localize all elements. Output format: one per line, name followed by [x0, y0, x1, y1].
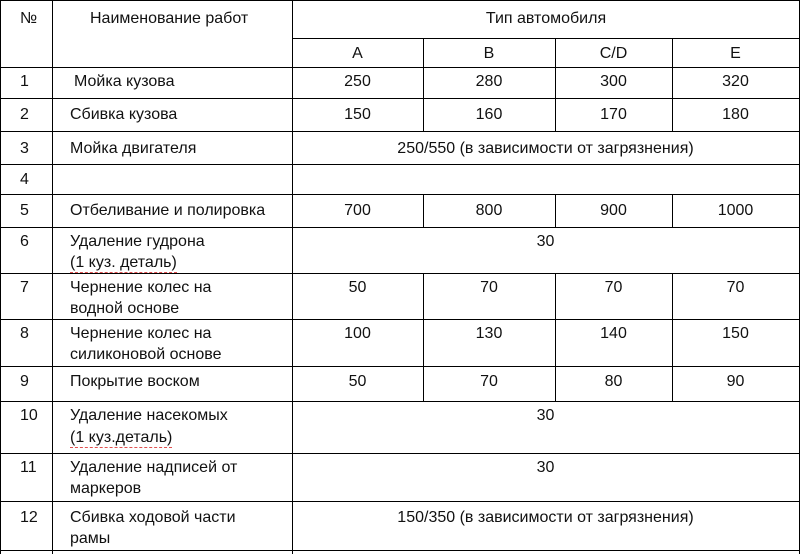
row-num: 8 [20, 325, 29, 342]
row-name-line: Удаление насекомых [70, 407, 228, 424]
value-cell: 170 [600, 106, 627, 123]
value-cell: 130 [475, 325, 503, 342]
row-num: 6 [20, 233, 29, 250]
row-num: 5 [20, 202, 29, 219]
row-name-line: рамы [70, 530, 111, 547]
grid-line [0, 273, 800, 274]
row-num: 10 [20, 407, 38, 424]
value-cell: 900 [600, 202, 627, 219]
row-name: Сбивка кузова [70, 106, 178, 123]
row-name-line [70, 427, 172, 448]
value-cell: 70 [480, 279, 498, 296]
value-cell: 80 [604, 373, 623, 390]
grid-line [52, 0, 53, 554]
grid-line [0, 164, 800, 165]
row-name-line: Сбивка ходовой части [70, 509, 236, 526]
row-name-line-text: (1 куз.деталь) [70, 429, 173, 446]
row-name-line: силиконовой основе [70, 346, 222, 363]
value-cell: 150 [344, 106, 371, 123]
value-cell: 150 [722, 325, 749, 342]
row-num: 1 [20, 73, 29, 90]
row-name-line: маркеров [70, 480, 142, 497]
row-name-line: Чернение колес на [70, 325, 212, 342]
row-name-line: Чернение колес на [70, 279, 212, 296]
value-cell: 800 [475, 202, 503, 219]
row-name-line [70, 252, 177, 273]
row-name: Мойка кузова [74, 73, 175, 90]
value-cell: 100 [344, 325, 371, 342]
merged-value: 30 [536, 459, 555, 476]
grid-line [0, 131, 800, 132]
value-cell: 250 [344, 73, 371, 90]
class-cd: C/D [599, 45, 628, 62]
value-cell: 50 [348, 279, 367, 296]
row-name-line: Удаление надписей от [70, 459, 238, 476]
row-num: 11 [20, 459, 37, 476]
value-cell: 140 [600, 325, 627, 342]
grid-line [0, 550, 800, 551]
row-name-line-text: (1 куз. деталь) [70, 254, 177, 271]
value-cell: 160 [475, 106, 503, 123]
row-num: 2 [20, 106, 29, 123]
row-num: 7 [20, 279, 29, 296]
grid-line [0, 501, 800, 502]
grid-line [0, 0, 1, 554]
value-cell: 300 [600, 73, 627, 90]
row-num: 12 [20, 509, 38, 526]
grid-line [0, 319, 800, 320]
grid-line [0, 401, 800, 402]
grid-line [0, 453, 800, 454]
grid-line [0, 0, 800, 1]
merged-value: 30 [536, 233, 555, 250]
row-name-line: Удаление гудрона [70, 233, 205, 250]
value-cell: 70 [480, 373, 498, 390]
row-num: 4 [20, 171, 29, 188]
merged-value: 150/350 (в зависимости от загрязнения) [397, 509, 694, 526]
header-num: № [20, 10, 38, 27]
grid-line [0, 194, 800, 195]
row-name-line: водной основе [70, 300, 180, 317]
value-cell: 180 [722, 106, 749, 123]
row-num: 9 [20, 373, 29, 390]
value-cell: 280 [475, 73, 503, 90]
grid-line [0, 366, 800, 367]
merged-value: 250/550 (в зависимости от загрязнения) [397, 140, 694, 157]
grid-line [0, 67, 800, 68]
class-a: A [352, 45, 363, 62]
value-cell: 700 [344, 202, 371, 219]
header-type: Тип автомобиля [485, 10, 607, 27]
value-cell: 70 [726, 279, 745, 296]
value-cell: 1000 [717, 202, 754, 219]
value-cell: 320 [722, 73, 749, 90]
grid-line [0, 227, 800, 228]
merged-value: 30 [536, 407, 555, 424]
row-name: Покрытие воском [70, 373, 200, 390]
header-name: Наименование работ [90, 10, 249, 27]
value-cell: 50 [348, 373, 367, 390]
row-name: Отбеливание и полировка [70, 202, 266, 219]
value-cell: 90 [726, 373, 745, 390]
grid-line [0, 98, 800, 99]
class-b: B [483, 45, 495, 62]
class-e: E [730, 45, 741, 62]
grid-line [292, 38, 800, 39]
value-cell: 70 [604, 279, 623, 296]
row-num: 3 [20, 140, 29, 157]
row-name: Мойка двигателя [70, 140, 197, 157]
